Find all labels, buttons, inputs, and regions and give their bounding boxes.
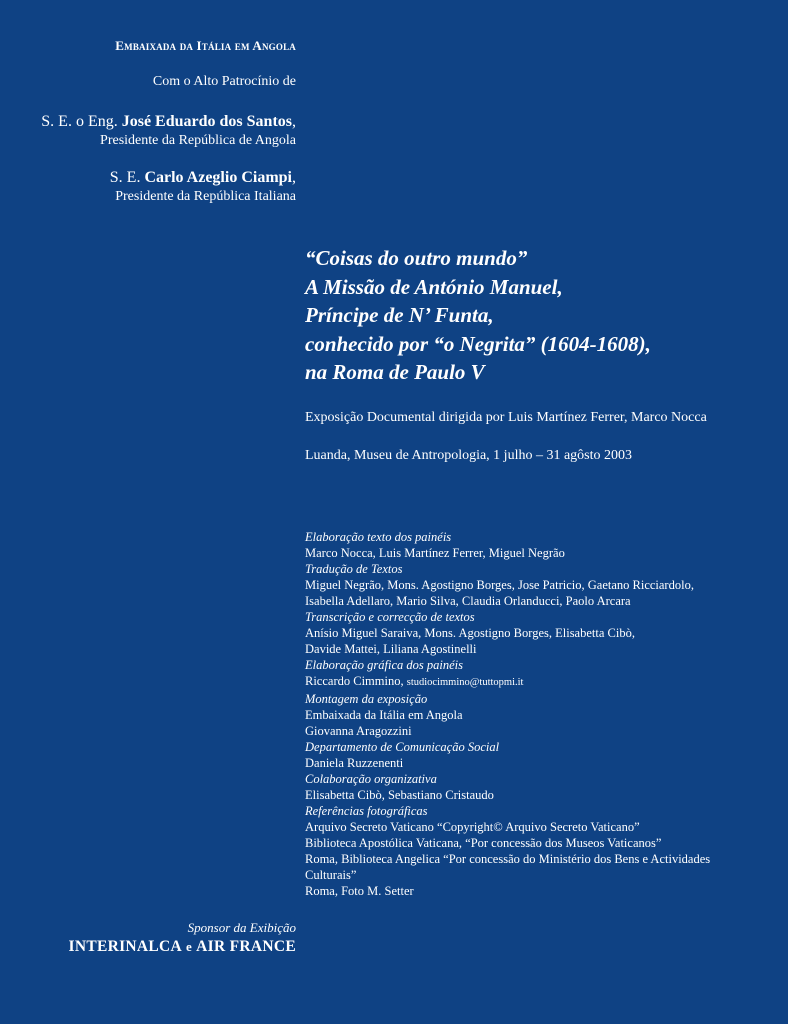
patron-1-prefix: S. E. o Eng. xyxy=(41,113,118,130)
exhibition-venue: Luanda, Museu de Antropologia, 1 julho – 31 agôsto 2003 xyxy=(305,448,633,463)
sponsor-names xyxy=(0,938,296,956)
credit-label: Elaboração gráfica dos painéis xyxy=(305,658,463,672)
credit-label: Montagem da exposição xyxy=(305,692,428,706)
credit-value xyxy=(305,883,775,899)
patron-1-name: José Eduardo dos Santos xyxy=(121,113,292,130)
title-line: “Coisas do outro mundo” xyxy=(305,246,528,270)
credit-value-text: Isabella Adellaro, Mario Silva, Claudia Orlanducci, Paolo Arcara xyxy=(305,594,631,608)
credit-value-text: Roma, Foto M. Setter xyxy=(305,884,414,898)
patronage-label: Com o Alto Patrocínio de xyxy=(152,74,296,89)
patron-2-name-line xyxy=(0,168,296,187)
credit-value xyxy=(305,835,775,851)
title-line: na Roma de Paulo V xyxy=(305,360,485,384)
credits-list xyxy=(305,529,775,899)
exhibition-title xyxy=(305,244,775,387)
patron-1-role: Presidente da República de Angola xyxy=(100,133,296,148)
credit-value-text: Elisabetta Cibò, Sebastiano Cristaudo xyxy=(305,788,494,802)
patron-2-prefix: S. E. xyxy=(109,169,141,186)
credit-value xyxy=(305,673,775,691)
patron-1-name-line xyxy=(0,112,296,131)
credit-value xyxy=(305,851,775,867)
exhibition-direction: Exposição Documental dirigida por Luis Martínez Ferrer, Marco Nocca xyxy=(305,410,707,425)
credit-value xyxy=(305,577,775,593)
credit-value xyxy=(305,723,775,739)
credit-value xyxy=(305,625,775,641)
credit-label: Referências fotográficas xyxy=(305,804,428,818)
credit-value xyxy=(305,867,775,883)
credit-value-text: Embaixada da Itália em Angola xyxy=(305,708,463,722)
sponsor-label: Sponsor da Exibição xyxy=(187,920,296,935)
credit-value xyxy=(305,707,775,723)
patron-1 xyxy=(0,112,296,150)
credit-value xyxy=(305,819,775,835)
patron-2-name: Carlo Azeglio Ciampi xyxy=(144,169,292,186)
credit-value-text: Marco Nocca, Luis Martínez Ferrer, Miguel Negrão xyxy=(305,546,565,560)
organization-name: Embaixada da Itália em Angola xyxy=(115,38,296,53)
credit-value-text: Daniela Ruzzenenti xyxy=(305,756,404,770)
credit-value-text: Anísio Miguel Saraiva, Mons. Agostigno Borges, Elisabetta Cibò, xyxy=(305,626,635,640)
patron-2 xyxy=(0,168,296,206)
sponsor-interinalca: INTERINALCA xyxy=(68,938,183,955)
credit-value-text: Arquivo Secreto Vaticano “Copyright© Arquivo Secreto Vaticano” xyxy=(305,820,640,834)
credit-value xyxy=(305,787,775,803)
sponsor-air-france: AIR FRANCE xyxy=(196,938,296,955)
credit-value-text: Roma, Biblioteca Angelica “Por concessão do Ministério dos Bens e Actividades xyxy=(305,852,711,866)
credit-label: Tradução de Textos xyxy=(305,562,403,576)
credit-value xyxy=(305,545,775,561)
credit-label: Colaboração organizativa xyxy=(305,772,437,786)
credit-value xyxy=(305,755,775,771)
credit-label: Departamento de Comunicação Social xyxy=(305,740,500,754)
credit-value xyxy=(305,593,775,609)
patron-1-suffix: , xyxy=(292,113,296,130)
title-line: Príncipe de N’ Funta, xyxy=(305,303,494,327)
credit-value-text: Giovanna Aragozzini xyxy=(305,724,412,738)
sponsor-conjunction: e xyxy=(186,939,193,954)
credit-value-text: Davide Mattei, Liliana Agostinelli xyxy=(305,642,477,656)
credit-value-text: Culturais” xyxy=(305,868,357,882)
credit-value-text: Miguel Negrão, Mons. Agostigno Borges, Jose Patricio, Gaetano Ricciardolo, xyxy=(305,578,694,592)
patron-2-suffix: , xyxy=(292,169,296,186)
credit-value-text: Biblioteca Apostólica Vaticana, “Por concessão dos Museos Vaticanos” xyxy=(305,836,662,850)
credit-label: Transcrição e correcção de textos xyxy=(305,610,475,624)
credit-value xyxy=(305,641,775,657)
title-line: A Missão de António Manuel, xyxy=(305,274,563,299)
title-line: conhecido por “o Negrita” (1604-1608), xyxy=(305,331,651,356)
credit-label: Elaboração texto dos painéis xyxy=(305,530,452,544)
patron-2-role: Presidente da República Italiana xyxy=(115,189,296,204)
credit-value-text: Riccardo Cimmino, xyxy=(305,674,404,688)
credit-email: studiocimmino@tuttopmi.it xyxy=(406,677,524,688)
